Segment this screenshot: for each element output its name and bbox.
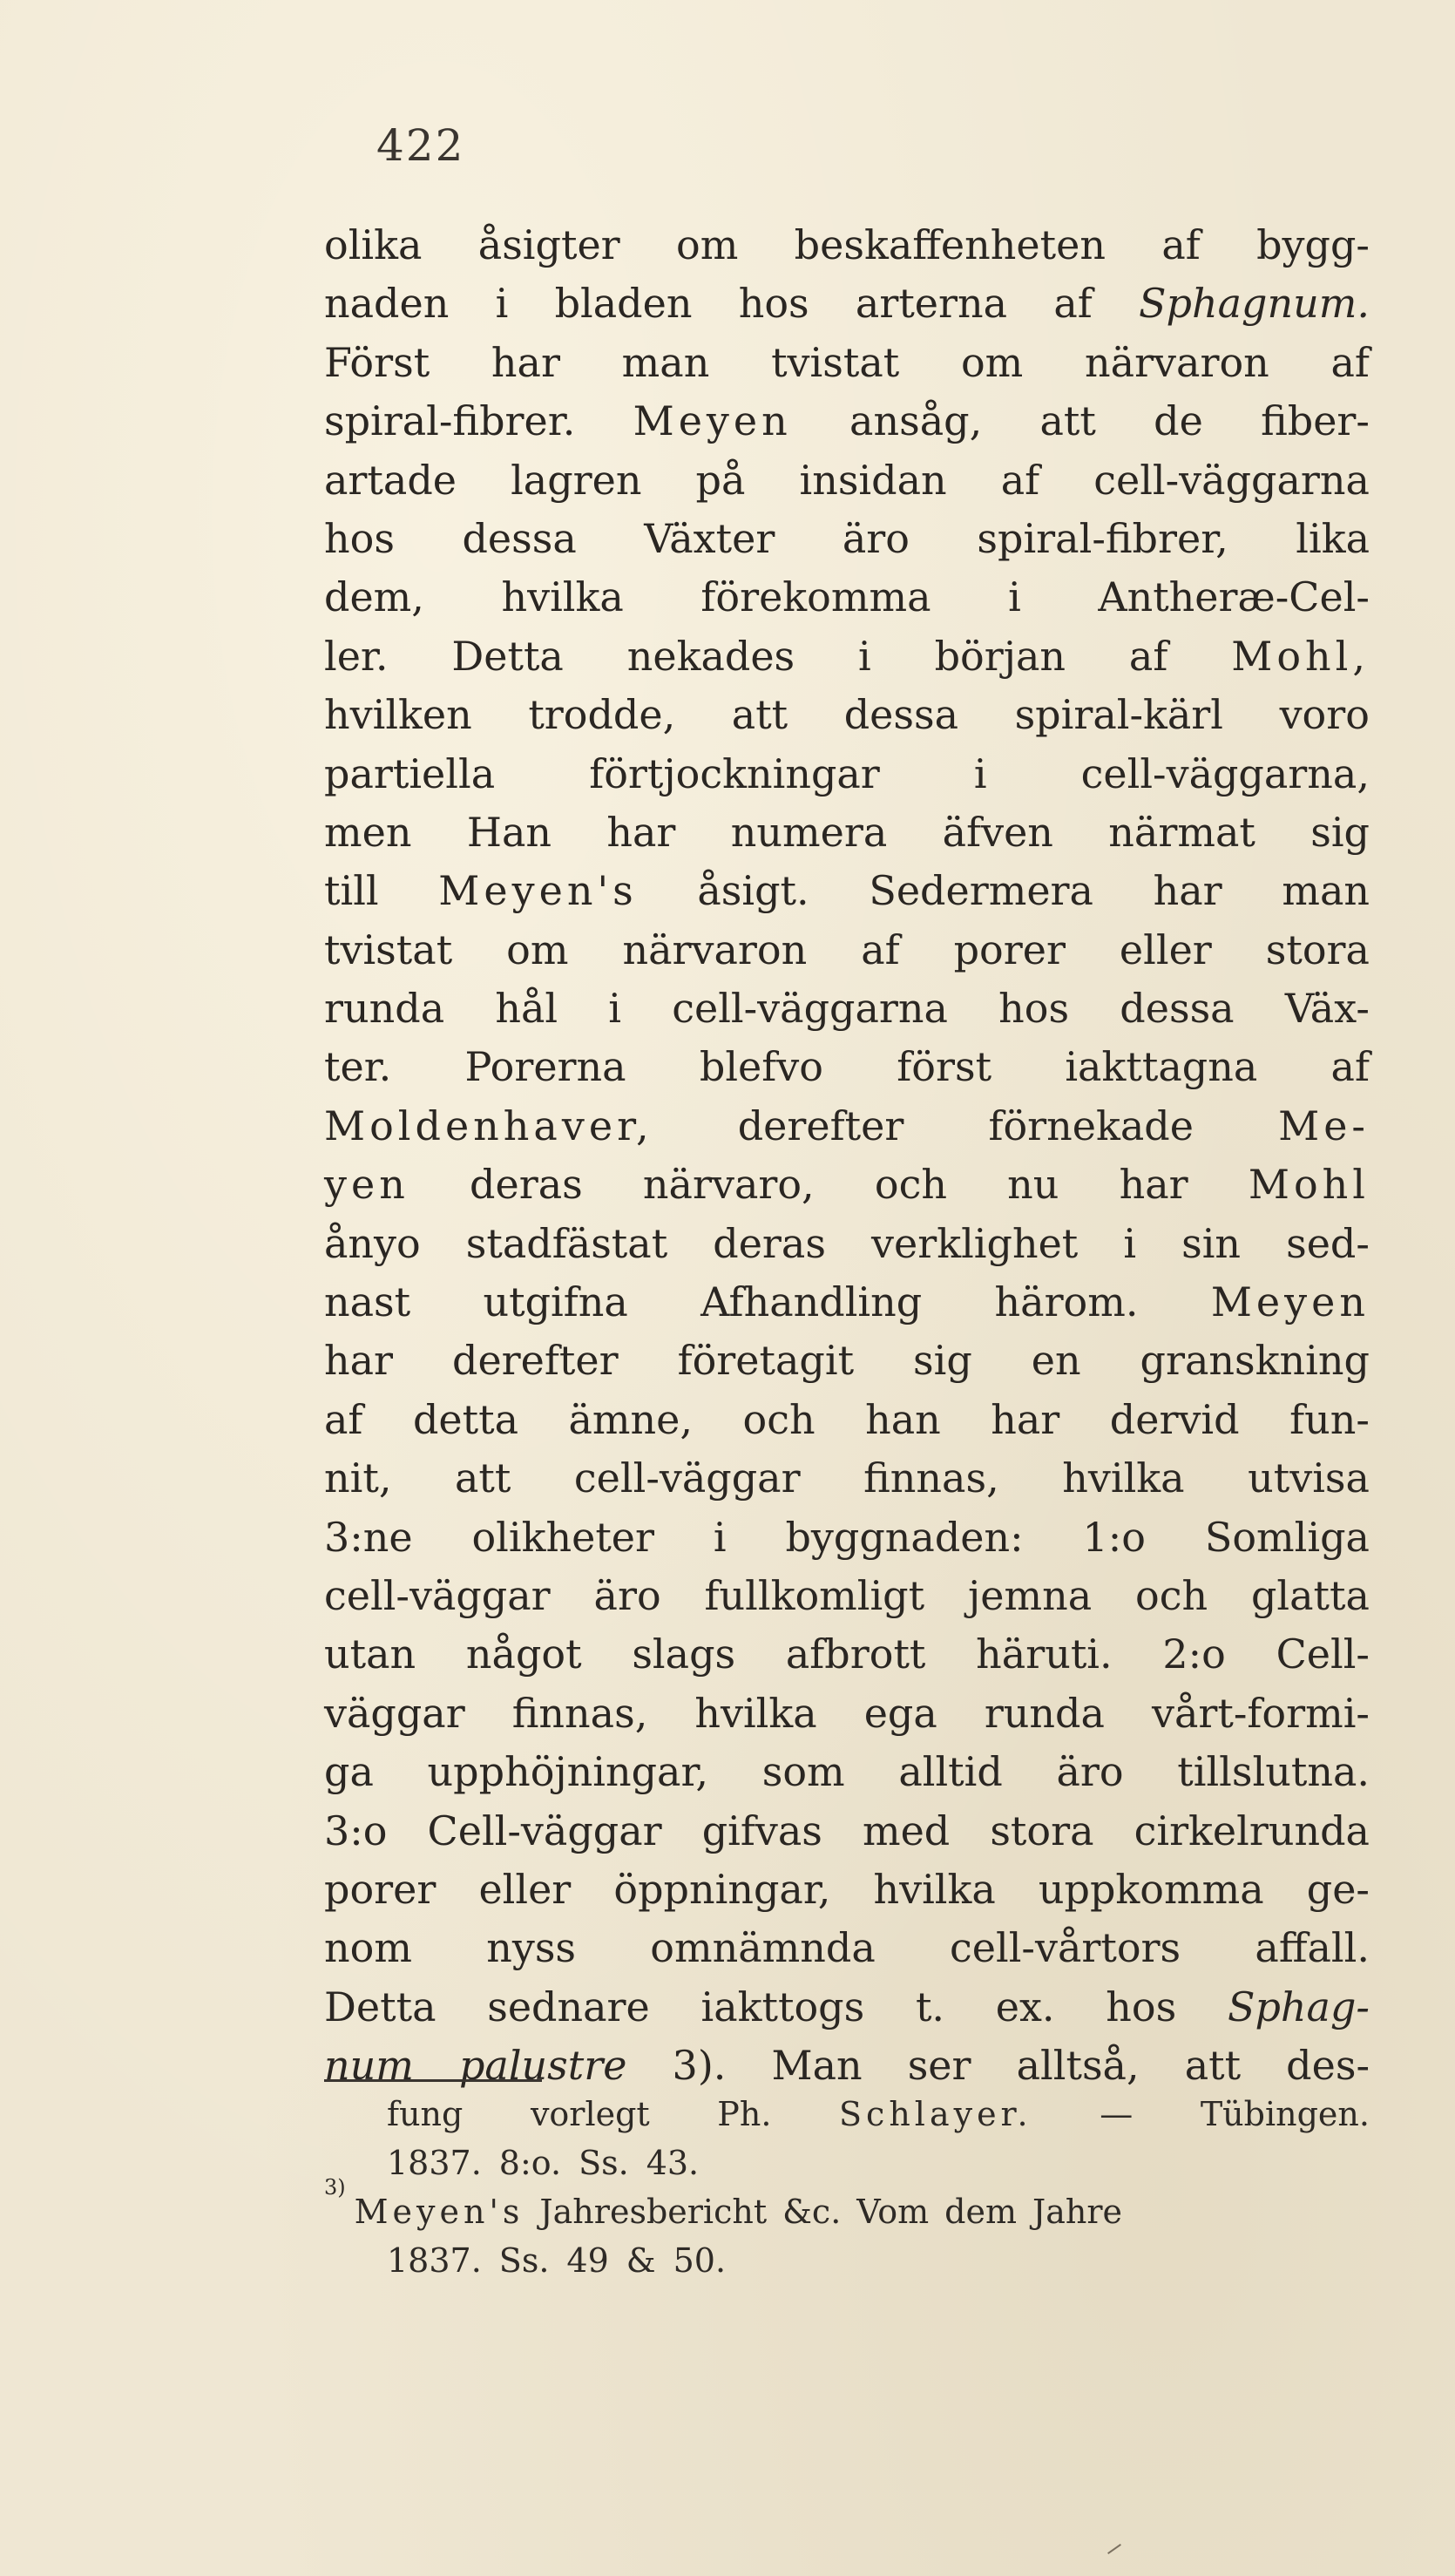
footnote-word: Meyen's [354,2193,524,2231]
word: Sphag- [1227,1983,1370,2030]
word: t. [915,1983,945,2030]
word: nast [324,1278,411,1326]
word: man [1282,867,1370,915]
word: äro [593,1571,661,1619]
word: nekades [626,632,795,680]
word: partiella [324,749,496,797]
word: Meyen [633,397,792,445]
word: bygg- [1256,221,1370,268]
word: Man [771,2042,863,2090]
word: Cell-väggar [427,1807,662,1854]
text-line [324,1625,1370,1684]
word: ega [863,1689,937,1737]
footnote-marker: 3) [324,2175,346,2200]
word: spiral-kärl [1014,691,1224,739]
word: omnämnda [650,1924,876,1972]
word: verklighet [871,1219,1079,1267]
text-line [324,1038,1370,1096]
word: dessa [843,691,959,739]
word: ge- [1306,1865,1370,1913]
text-line [324,568,1370,627]
word: har [991,1395,1060,1443]
word: 2:o [1162,1630,1226,1678]
word: nit, [324,1454,392,1502]
word: cell-väggarna [672,985,948,1033]
word: har [491,338,560,386]
word: och [874,1161,947,1209]
word: af [324,1395,363,1443]
word: af [861,925,900,973]
word: hvilka [873,1865,996,1913]
word: 1:o [1082,1513,1146,1561]
footnote-word: Tübingen. [1200,2095,1370,2133]
word: åsigt. [697,867,809,915]
footnote-word: 1837. [387,2144,482,2182]
footnote-divider [324,2079,542,2082]
footnote-line [324,2139,1370,2187]
word: först [897,1043,992,1091]
word: slags [632,1630,736,1678]
word: och [742,1395,815,1443]
word: Somliga [1204,1513,1370,1561]
word: spiral-fibrer, [977,514,1228,562]
word: har [1119,1161,1188,1209]
footnote-word: &c. [782,2193,842,2231]
word: finnas, [511,1689,648,1737]
word: förtjockningar [589,749,880,797]
word: Mohl [1248,1161,1370,1209]
word: 3:o [324,1807,388,1854]
word: 3:ne [324,1513,413,1561]
text-line [324,510,1370,568]
word: cell-väggarna [1093,456,1370,504]
text-line [324,1097,1370,1156]
word: att [1184,2042,1242,2090]
word: jemna [967,1571,1093,1619]
text-line [324,392,1370,451]
body-text [324,216,1370,2096]
word: sig [1310,808,1370,856]
word: bladen [554,280,693,328]
word: detta [412,1395,519,1443]
word: tillslutna. [1177,1748,1370,1796]
word: hos [1106,1983,1177,2030]
word: derefter [737,1102,904,1149]
word: af [1330,338,1370,386]
word: af [1000,456,1040,504]
text-line [324,1567,1370,1625]
word: lagren [511,456,642,504]
footnote-word: Jahresbericht [539,2193,768,2231]
word: fun- [1289,1395,1370,1443]
word: äfven [942,808,1053,856]
word: beskaffenheten [794,221,1106,268]
word: af [1161,221,1201,268]
text-line [324,1743,1370,1801]
word: blefvo [699,1043,823,1091]
word: i [713,1513,727,1561]
word: man [621,338,710,386]
text-line [324,1273,1370,1332]
word: num [324,2042,414,2090]
word: i [608,985,622,1033]
text-line [324,1685,1370,1743]
footnote-word: 49 [566,2241,609,2280]
word: Detta [451,632,564,680]
footnote-word: & [626,2241,656,2280]
word: runda [984,1689,1105,1737]
text-line [324,1802,1370,1861]
word: Han [466,808,552,856]
word: ler. [324,632,389,680]
word: stadfästat [465,1219,668,1267]
word: öppningar, [613,1865,831,1913]
text-line [324,921,1370,980]
word: något [465,1630,582,1678]
word: utan [324,1630,416,1678]
footnote-word: Ss. [498,2241,550,2280]
word: som [761,1748,845,1796]
word: runda [324,985,445,1033]
word: gifvas [701,1807,822,1854]
footnote-line [324,2175,1370,2236]
text-line [324,1156,1370,1214]
text-line [324,686,1370,744]
text-line [324,1508,1370,1567]
word: äro [842,514,910,562]
word: hvilka [501,573,624,621]
word: i [495,280,509,328]
word: ser [907,2042,971,2090]
word: hvilken [324,691,472,739]
word: fiber- [1261,397,1370,445]
text-line [324,216,1370,275]
word: granskning [1140,1337,1370,1385]
word: ter. [324,1043,392,1091]
word: Meyen [1210,1278,1370,1326]
footnote-word: — [1100,2095,1134,2133]
text-line [324,980,1370,1038]
word: afbrott [785,1630,926,1678]
footnote-word: 50. [673,2241,727,2280]
word: palustre [458,2042,627,2090]
word: om [506,925,569,973]
word: deras [713,1219,826,1267]
word: Detta [324,1983,436,2030]
word: af [1128,632,1168,680]
word: närvaro, [642,1161,815,1209]
word: företagit [677,1337,855,1385]
word: utvisa [1248,1454,1370,1502]
word: häruti. [976,1630,1113,1678]
word: dervid [1109,1395,1240,1443]
word: att [731,691,788,739]
word: Afhandling [700,1278,923,1326]
word: af [1053,280,1093,328]
page-number: 422 [376,120,465,171]
word: att [1039,397,1096,445]
word: i [1123,1219,1137,1267]
word: början [934,632,1066,680]
word: olika [324,221,423,268]
word: uppkomma [1038,1865,1264,1913]
word: Cell- [1276,1630,1370,1678]
word: härom. [994,1278,1139,1326]
word: Moldenhaver, [324,1102,653,1149]
word: sednare [487,1983,650,2030]
text-line [324,1978,1370,2037]
word: med [862,1807,951,1854]
text-line [324,745,1370,803]
word: utgifna [483,1278,628,1326]
word: lika [1296,514,1370,562]
text-line [324,1919,1370,1977]
text-line [324,334,1370,392]
word: ga [324,1748,374,1796]
word: glatta [1250,1571,1370,1619]
word: tvistat [324,925,453,973]
text-line [324,627,1370,686]
word: Först [324,338,430,386]
text-line [324,1861,1370,1919]
word: Porerna [464,1043,626,1091]
word: artade [324,456,457,504]
word: naden [324,280,450,328]
footnote-word: fung [387,2095,464,2133]
word: hål [495,985,558,1033]
word: af [1330,1043,1370,1091]
word: eller [1119,925,1212,973]
word: äro [1056,1748,1124,1796]
word: deras [470,1161,583,1209]
word: eller [478,1865,572,1913]
footnotes [324,2090,1370,2285]
footnote-word: vorlegt [530,2095,650,2133]
word: stora [990,1807,1094,1854]
word: dem, [324,573,424,621]
text-line [324,1449,1370,1508]
word: åsigter [477,221,620,268]
word: Sphagnum. [1139,280,1370,328]
word: närvaron [1085,338,1269,386]
word: har [324,1337,394,1385]
word: hos [738,280,809,328]
footnote-word: 8:o. [498,2144,562,2182]
word: 3). [672,2042,727,2090]
word: cirkelrunda [1134,1807,1370,1854]
footnote-word: Schlayer. [839,2095,1032,2133]
word: nyss [486,1924,577,1972]
footnote-word: 43. [646,2144,700,2182]
word: Antheræ-Cel- [1098,573,1370,621]
word: närmat [1108,808,1255,856]
word: de [1154,397,1203,445]
word: Mohl, [1231,632,1370,680]
word: hos [998,985,1070,1033]
word: alltid [898,1748,1003,1796]
text-line [324,1215,1370,1273]
word: nu [1007,1161,1059,1209]
word: cell-väggarna, [1080,749,1370,797]
word: porer [953,925,1066,973]
footnote-word: 1837. [387,2241,482,2280]
word: Me- [1278,1102,1370,1149]
word: hvilka [694,1689,817,1737]
text-line [324,1391,1370,1449]
footnote-word: Ss. [579,2144,629,2182]
word: ämne, [568,1395,694,1443]
word: en [1031,1337,1081,1385]
word: på [695,456,746,504]
word: stora [1265,925,1370,973]
word: des- [1286,2042,1370,2090]
margin-mark [1107,2544,1121,2554]
word: Meyen's [438,867,638,915]
word: har [606,808,676,856]
text-line [324,803,1370,862]
word: i [1008,573,1021,621]
word: cell-vårtors [950,1924,1181,1972]
word: trodde, [528,691,676,739]
word: cell-väggar [573,1454,801,1502]
footnote-line [324,2090,1370,2139]
word: men [324,808,412,856]
footnote-word: Ph. [717,2095,772,2133]
word: affall. [1255,1924,1370,1972]
word: ansåg, [849,397,983,445]
word: hos [324,514,395,562]
word: i [973,749,987,797]
word: sin [1181,1219,1242,1267]
word: till [324,867,379,915]
word: finnas, [863,1454,999,1502]
text-line [324,275,1370,333]
word: upphöjningar, [427,1748,709,1796]
word: ex. [995,1983,1055,2030]
word: ånyo [324,1219,421,1267]
word: har [1153,867,1222,915]
word: voro [1279,691,1370,739]
word: dessa [1120,985,1235,1033]
word: cell-väggar [324,1571,551,1619]
word: förekomma [700,573,931,621]
word: och [1135,1571,1208,1619]
word: spiral-fibrer. [324,397,576,445]
word: förnekade [988,1102,1194,1149]
text-line [324,1332,1370,1390]
word: Växter [644,514,775,562]
footnote-word: Jahre [1032,2193,1123,2231]
word: yen [324,1161,409,1209]
footnote-word: Vom [856,2193,930,2231]
word: nom [324,1924,412,1972]
word: om [960,338,1024,386]
word: att [454,1454,511,1502]
word: fullkomligt [704,1571,925,1619]
word: Väx- [1284,985,1370,1033]
word: derefter [452,1337,619,1385]
word: porer [324,1865,436,1913]
text-line [324,451,1370,510]
word: närvaron [622,925,808,973]
word: sed- [1286,1219,1370,1267]
word: väggar [324,1689,465,1737]
word: i [858,632,871,680]
word: olikheter [471,1513,655,1561]
word: hvilka [1062,1454,1185,1502]
word: byggnaden: [785,1513,1024,1561]
word: insidan [799,456,947,504]
word: om [676,221,739,268]
footnote-line [324,2236,1370,2285]
word: tvistat [771,338,900,386]
word: Sedermera [869,867,1093,915]
word: numera [730,808,888,856]
text-line [324,2037,1370,2095]
word: sig [913,1337,972,1385]
footnote-word: dem [944,2193,1018,2231]
word: arterna [855,280,1008,328]
word: han [865,1395,941,1443]
word: alltså, [1016,2042,1140,2090]
word: iakttagna [1065,1043,1258,1091]
word: vårt-formi- [1151,1689,1370,1737]
word: iakttogs [700,1983,865,2030]
text-line [324,862,1370,920]
word: dessa [462,514,577,562]
